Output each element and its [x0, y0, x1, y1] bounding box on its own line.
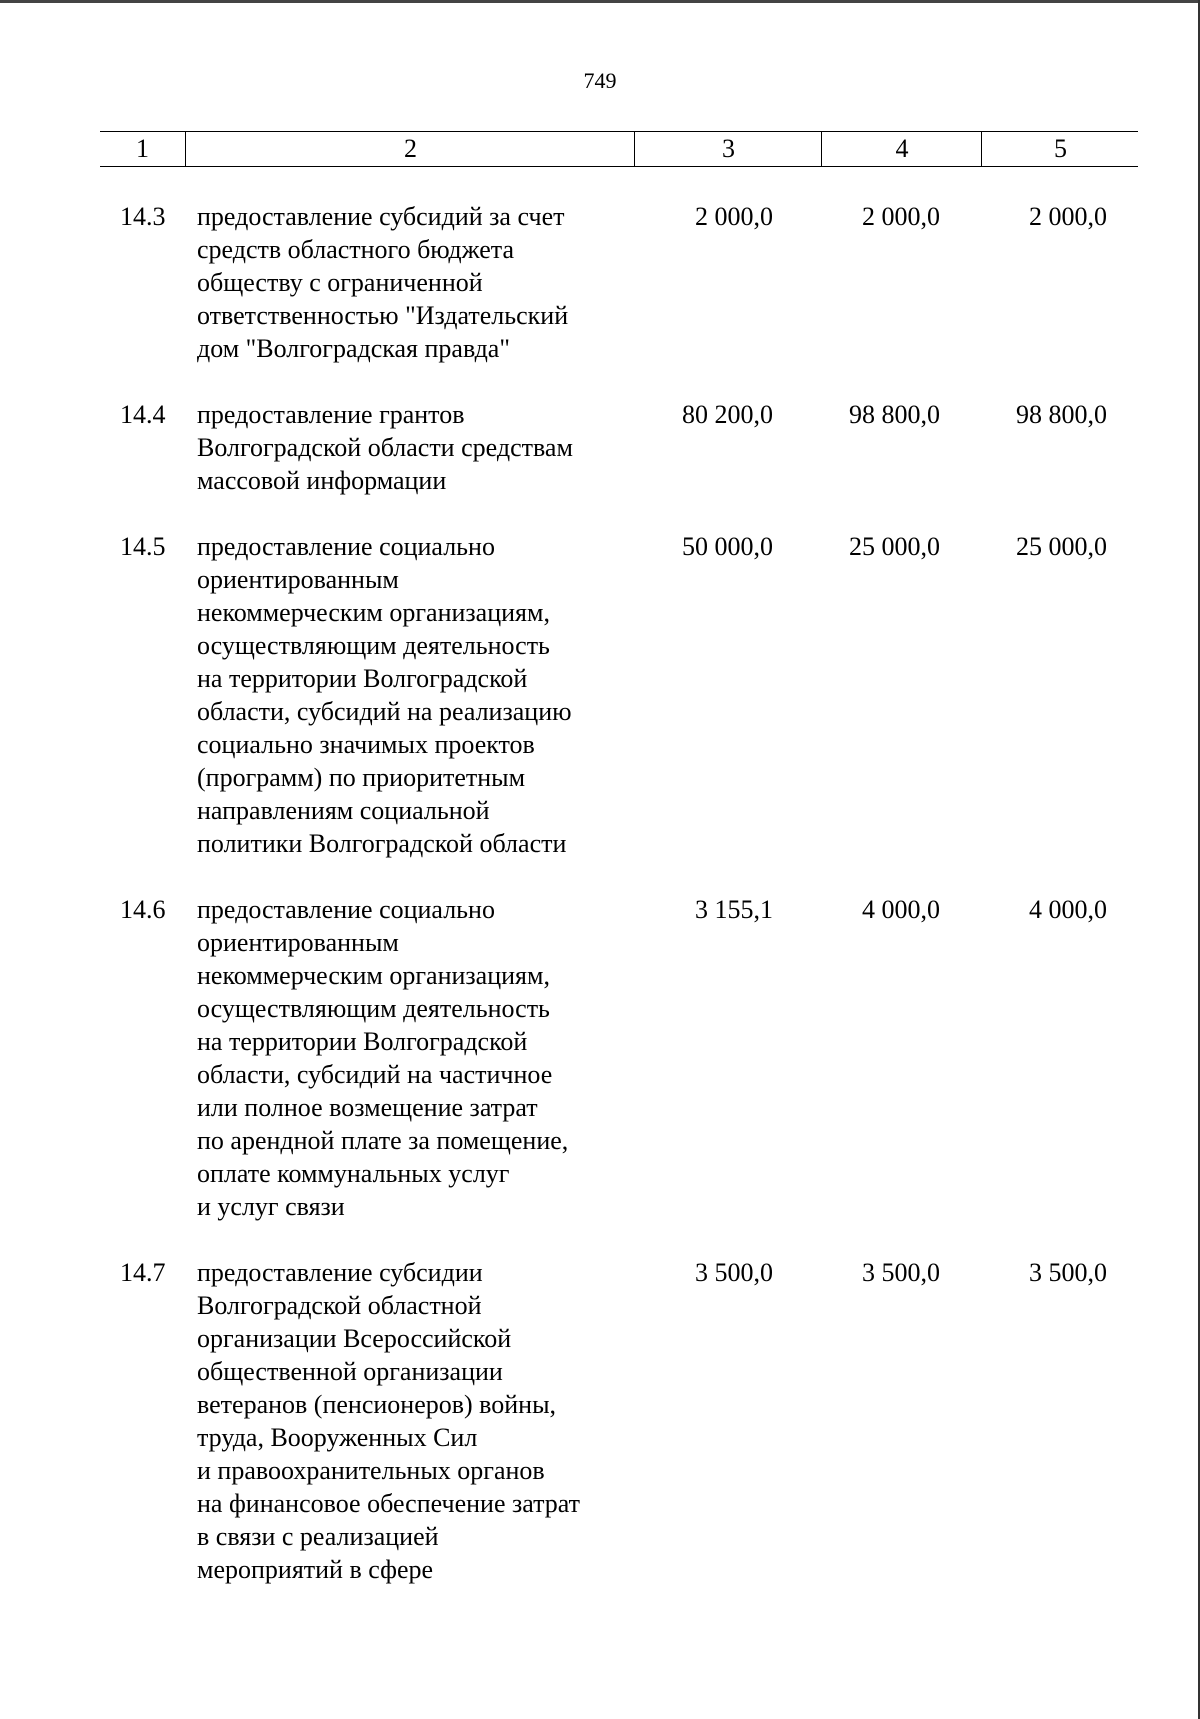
row-value-col4: 25 000,0: [849, 532, 940, 561]
row-value-col4: 4 000,0: [862, 895, 940, 924]
row-description: предоставление субсидии Волгоградской областной организации Всероссийской общественной организации ветеранов (пенсионеров) войны, труда, Вооруженных Сил и правоохранительных органов на финансовое обеспечение затрат в связи с реализацией мероприятий в сфере: [197, 1258, 581, 1584]
row-value-col5: 25 000,0: [1016, 532, 1107, 561]
scan-edge-top: [0, 0, 1200, 3]
header-col-1: 1: [136, 134, 149, 163]
row-value-col4: 2 000,0: [862, 202, 940, 231]
header-col-3: 3: [634, 132, 822, 166]
row-number: 14.3: [120, 202, 166, 231]
row-value-col5: 4 000,0: [1029, 895, 1107, 924]
row-value-col3: 50 000,0: [682, 532, 773, 561]
row-number: 14.7: [120, 1258, 166, 1287]
header-col-5: 5: [981, 132, 1139, 166]
row-value-col3: 3 155,1: [695, 895, 773, 924]
row-description: предоставление социально ориентированным некоммерческим организациям, осуществляющим деятельность на территории Волгоградской области, субсидий на частичное или полное возмещение затрат по арендной плате за помещение, оплате коммунальных услуг и услуг связи: [197, 895, 569, 1221]
row-value-col3: 80 200,0: [682, 400, 773, 429]
header-col-2: 2: [185, 132, 635, 166]
header-col-4: 4: [821, 132, 982, 166]
row-value-col3: 2 000,0: [695, 202, 773, 231]
row-number: 14.4: [120, 400, 166, 429]
row-number: 14.6: [120, 895, 166, 924]
row-value-col5: 98 800,0: [1016, 400, 1107, 429]
row-description: предоставление грантов Волгоградской области средствам массовой информации: [197, 400, 573, 495]
row-value-col5: 2 000,0: [1029, 202, 1107, 231]
row-value-col4: 98 800,0: [849, 400, 940, 429]
row-value-col3: 3 500,0: [695, 1258, 773, 1287]
row-description: предоставление субсидий за счет средств областного бюджета обществу с ограниченной ответственностью "Издательский дом "Волгоградская правда": [197, 202, 569, 363]
row-value-col5: 3 500,0: [1029, 1258, 1107, 1287]
row-description: предоставление социально ориентированным некоммерческим организациям, осуществляющим деятельность на территории Волгоградской области, субсидий на реализацию социально значимых проектов (программ) по приоритетным направлениям социальной политики Волгоградской области: [197, 532, 572, 858]
row-value-col4: 3 500,0: [862, 1258, 940, 1287]
table-header: [100, 131, 1138, 167]
row-number: 14.5: [120, 532, 166, 561]
page-number: 749: [583, 68, 617, 93]
